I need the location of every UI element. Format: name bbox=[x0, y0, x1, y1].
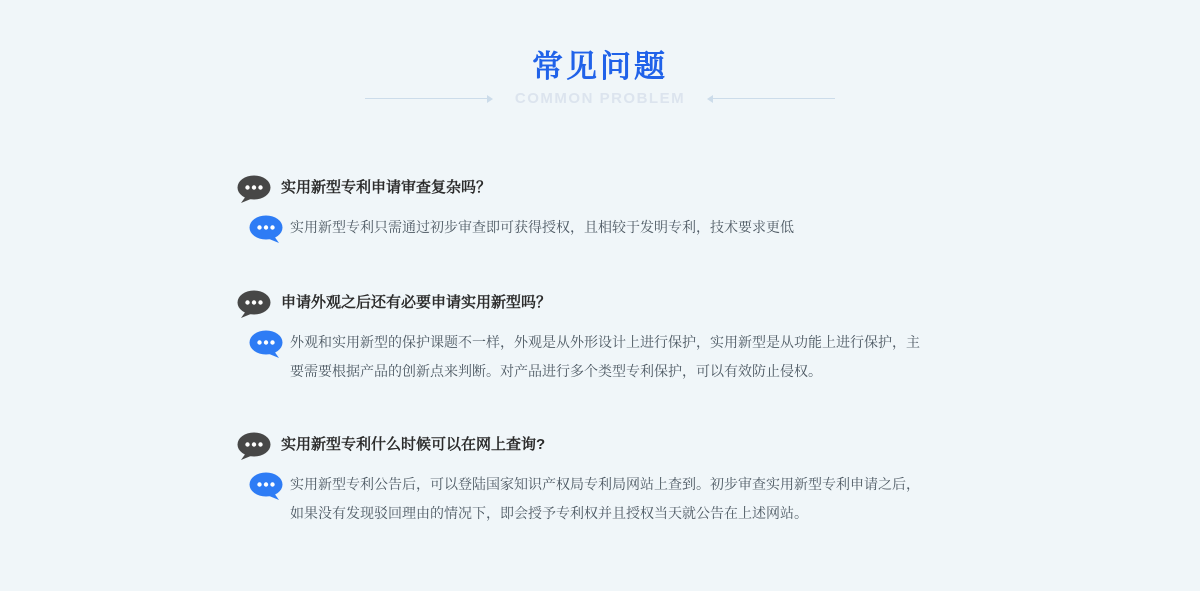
question-row bbox=[237, 175, 957, 204]
answer-speech-bubble-icon bbox=[249, 472, 283, 501]
section-subtitle: COMMON PROBLEM bbox=[514, 90, 686, 107]
answer-text: 实用新型专利公告后，可以登陆国家知识产权局专利局网站上查到。初步审查实用新型专利申请之后，如果没有发现驳回理由的情况下，即会授予专利权并且授权当天就公告在上述网站。 bbox=[290, 476, 920, 521]
answer-speech-bubble-icon bbox=[249, 215, 283, 244]
faq-item bbox=[237, 290, 957, 386]
left-divider-line bbox=[365, 98, 487, 99]
question-text: 申请外观之后还有必要申请实用新型吗？ bbox=[281, 294, 552, 311]
right-arrow-tip-icon bbox=[487, 95, 493, 103]
faq-item bbox=[237, 432, 957, 528]
answer-text: 实用新型专利只需通过初步审查即可获得授权，且相较于发明专利，技术要求更低 bbox=[290, 219, 794, 235]
question-speech-bubble-icon bbox=[237, 432, 271, 461]
question-speech-bubble-icon bbox=[237, 290, 271, 319]
answer-row bbox=[249, 470, 957, 528]
question-text: 实用新型专利申请审查复杂吗？ bbox=[281, 179, 492, 196]
answer-row bbox=[249, 213, 957, 244]
question-row bbox=[237, 432, 957, 461]
right-divider-line bbox=[713, 98, 835, 99]
question-speech-bubble-icon bbox=[237, 175, 271, 204]
faq-item bbox=[237, 175, 957, 244]
section-title: 常见问题 bbox=[532, 49, 668, 84]
answer-text: 外观和实用新型的保护课题不一样，外观是从外形设计上进行保护，实用新型是从功能上进行保护，主要需要根据产品的创新点来判断。对产品进行多个类型专利保护，可以有效防止侵权。 bbox=[290, 334, 920, 379]
faq-list bbox=[237, 175, 957, 528]
answer-speech-bubble-icon bbox=[249, 330, 283, 359]
section-header bbox=[0, 0, 1200, 107]
left-arrow-tip-icon bbox=[707, 95, 713, 103]
question-row bbox=[237, 290, 957, 319]
question-text: 实用新型专利什么时候可以在网上查询? bbox=[281, 436, 546, 453]
answer-row bbox=[249, 328, 957, 386]
section-subtitle-row bbox=[0, 90, 1200, 107]
